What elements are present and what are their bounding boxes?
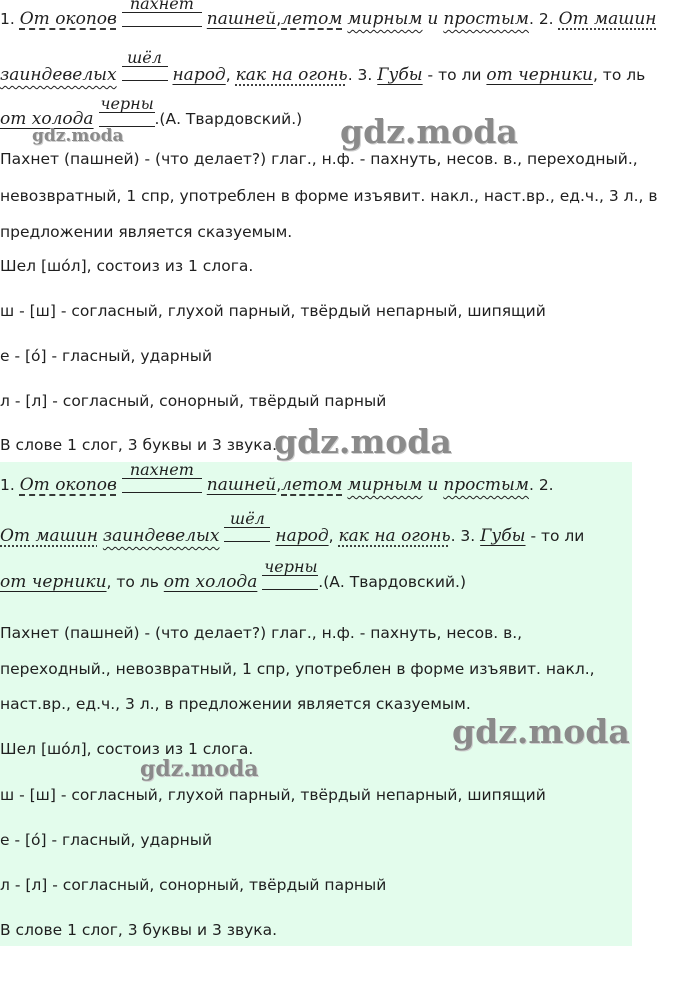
sentence-number: . 3. bbox=[347, 66, 373, 84]
fraction-line bbox=[99, 112, 155, 127]
comma: , bbox=[225, 66, 231, 84]
text-fragment: , то ль bbox=[592, 66, 646, 84]
text-fragment: - то ли bbox=[525, 527, 585, 545]
fraction-line bbox=[262, 575, 318, 590]
predicate-fraction bbox=[122, 50, 168, 81]
adverbial-phrase: От машин bbox=[558, 9, 657, 29]
phonetic-summary: В слове 1 слог, 3 буквы и 3 звука. bbox=[0, 436, 278, 454]
phonetic-line: е - [ó] - гласный, ударный bbox=[0, 831, 213, 849]
predicate-word: пахнет bbox=[122, 0, 202, 13]
phonetic-line: ш - [ш] - согласный, глухой парный, твёрдый непарный, шипящий bbox=[0, 302, 546, 320]
adverbial-phrase: как на огонь bbox=[338, 526, 451, 546]
phonetic-header: Шел [шóл], состоиз из 1 слога. bbox=[0, 257, 254, 275]
fraction-line bbox=[224, 527, 270, 542]
analysis-paragraph: переходный., невозвратный, 1 спр, употреблен в форме изъявит. накл., bbox=[0, 660, 595, 678]
sentence-number: . 2. bbox=[528, 476, 554, 494]
analysis-paragraph: Пахнет (пашней) - (что делает?) глаг., н.ф. - пахнуть, несов. в., переходный., bbox=[0, 150, 638, 168]
attribute-word: заиндевелых bbox=[102, 526, 220, 546]
predicate-fraction bbox=[122, 0, 202, 27]
phonetic-header: Шел [шóл], состоиз из 1 слога. bbox=[0, 740, 254, 758]
comma: , bbox=[328, 527, 334, 545]
sentence-number: . 2. bbox=[528, 10, 554, 28]
sentence-row bbox=[0, 48, 646, 91]
attribute-word: простым bbox=[443, 475, 529, 495]
adverbial-phrase: от холода bbox=[163, 572, 258, 592]
analysis-paragraph: наст.вр., ед.ч., 3 л., в предложении является сказуемым. bbox=[0, 695, 471, 713]
watermark-logo: gdz.moda bbox=[274, 422, 452, 461]
attribute-word: заиндевелых bbox=[0, 65, 117, 85]
adverbial-phrase: от черники bbox=[486, 65, 593, 85]
phonetic-line: е - [ó] - гласный, ударный bbox=[0, 347, 213, 365]
predicate-word: шёл bbox=[224, 511, 270, 528]
conjunction: и bbox=[427, 475, 439, 495]
attribute-word: простым bbox=[443, 9, 529, 29]
predicate-word: черны bbox=[264, 557, 318, 576]
adverbial-phrase: от черники bbox=[0, 572, 107, 592]
predicate-word: пахнет bbox=[122, 462, 202, 479]
attribute-word: мирным bbox=[347, 9, 423, 29]
adverbial-phrase: От окопов bbox=[19, 9, 117, 29]
adverbial-phrase: От окопов bbox=[19, 475, 117, 495]
text-fragment: , то ль bbox=[106, 573, 164, 591]
attribute-word: мирным bbox=[347, 475, 423, 495]
conjunction: и bbox=[427, 9, 439, 29]
sentence-number: . 3. bbox=[450, 527, 476, 545]
subject-word: народ bbox=[275, 526, 329, 546]
predicate-word: черны bbox=[100, 94, 154, 113]
adverbial-phrase: от холода bbox=[0, 109, 94, 129]
subject-word: Губы bbox=[480, 526, 526, 546]
adverbial-word: летом bbox=[281, 475, 343, 495]
object-word: пашней bbox=[206, 9, 277, 29]
predicate-word: шёл bbox=[122, 50, 168, 67]
watermark-logo: gdz.moda bbox=[140, 756, 259, 782]
phonetic-line: л - [л] - согласный, сонорный, твёрдый парный bbox=[0, 876, 387, 894]
phonetic-line: л - [л] - согласный, сонорный, твёрдый парный bbox=[0, 392, 387, 410]
adverbial-phrase: От машин bbox=[0, 526, 98, 546]
analysis-paragraph: Пахнет (пашней) - (что делает?) глаг., н.ф. - пахнуть, несов. в., bbox=[0, 624, 523, 642]
sentence-number: 1. bbox=[0, 10, 15, 28]
comma: , bbox=[276, 476, 282, 494]
sentence-row bbox=[0, 509, 585, 552]
fraction-line bbox=[122, 12, 202, 27]
predicate-fraction bbox=[262, 559, 318, 590]
predicate-fraction bbox=[224, 511, 270, 542]
text-fragment: - то ли bbox=[422, 66, 487, 84]
phonetic-line: ш - [ш] - согласный, глухой парный, твёрдый непарный, шипящий bbox=[0, 786, 546, 804]
subject-word: народ bbox=[172, 65, 226, 85]
analysis-paragraph: предложении является сказуемым. bbox=[0, 223, 293, 241]
comma: , bbox=[276, 10, 282, 28]
adverbial-word: летом bbox=[281, 9, 343, 29]
subject-word: Губы bbox=[377, 65, 423, 85]
sentence-number: 1. bbox=[0, 476, 15, 494]
author-attribution: .(А. Твардовский.) bbox=[318, 573, 467, 591]
sentence-row bbox=[0, 460, 554, 501]
adverbial-phrase: как на огонь bbox=[235, 65, 348, 85]
watermark-logo: gdz.moda bbox=[340, 112, 518, 151]
fraction-line bbox=[122, 478, 202, 493]
predicate-fraction bbox=[99, 96, 155, 127]
object-word: пашней bbox=[206, 475, 277, 495]
analysis-paragraph: невозвратный, 1 спр, употреблен в форме изъявит. накл., наст.вр., ед.ч., 3 л., в bbox=[0, 187, 658, 205]
sentence-row bbox=[0, 0, 657, 35]
watermark-logo: gdz.moda bbox=[452, 712, 630, 751]
phonetic-summary: В слове 1 слог, 3 буквы и 3 звука. bbox=[0, 921, 278, 939]
author-attribution: .(А. Твардовский.) bbox=[154, 110, 303, 128]
predicate-fraction bbox=[122, 462, 202, 493]
watermark-logo: gdz.moda bbox=[32, 126, 124, 146]
sentence-row bbox=[0, 557, 467, 598]
fraction-line bbox=[122, 66, 168, 81]
